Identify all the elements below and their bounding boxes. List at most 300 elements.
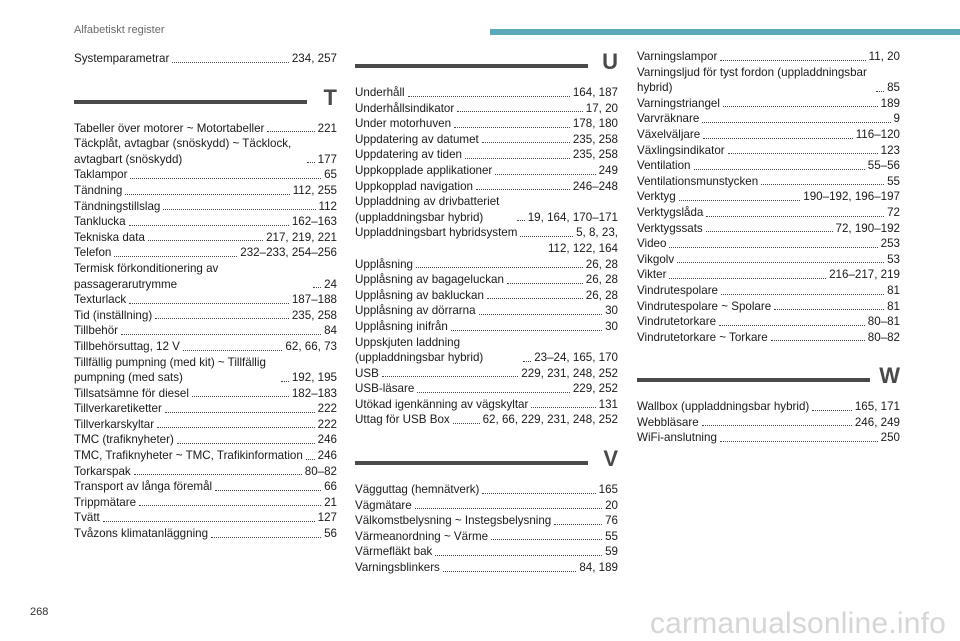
index-entry [355, 163, 618, 179]
entry-pages: 66 [324, 480, 337, 494]
dot-leader [157, 427, 315, 428]
index-entry [74, 245, 337, 261]
index-column-3 [637, 49, 900, 446]
index-entry-continuation [355, 241, 618, 257]
index-entry [637, 49, 900, 65]
dot-leader [382, 376, 518, 377]
entry-pages: 235, 258 [572, 132, 618, 146]
entry-label: Utökad igenkänning av vägskyltar [355, 397, 529, 411]
index-entry [355, 101, 618, 117]
index-entry [355, 513, 618, 529]
dot-leader [523, 361, 531, 362]
dot-leader [812, 410, 852, 411]
dot-leader [465, 158, 570, 159]
dot-leader [313, 287, 321, 288]
entry-pages: 164, 187 [572, 86, 618, 99]
entry-pages: 53 [887, 252, 900, 266]
entry-pages: 246 [317, 433, 337, 447]
dot-leader [694, 169, 865, 170]
index-entry [355, 482, 618, 498]
section-header-w [637, 363, 900, 399]
dot-leader [771, 340, 865, 341]
section-divider [637, 378, 870, 382]
entry-pages: 24 [324, 277, 337, 291]
dot-leader [876, 91, 884, 92]
index-entry [355, 288, 618, 304]
dot-leader [192, 396, 289, 397]
index-entry [637, 221, 900, 237]
index-entry [74, 510, 337, 526]
entry-label: Underhåll [355, 86, 405, 99]
dot-leader [774, 309, 884, 310]
entry-pages: 11, 20 [868, 50, 900, 63]
index-entry [355, 179, 618, 195]
entry-label: Varningslampor [637, 50, 718, 63]
entry-pages: 165, 171 [854, 400, 900, 414]
dot-leader [520, 236, 573, 237]
entry-pages: 253 [880, 237, 900, 251]
entry-label: Under motorhuven [355, 117, 452, 131]
index-entry [637, 174, 900, 190]
dot-leader [482, 493, 595, 494]
entry-label: Uppdatering av datumet [355, 132, 479, 146]
dot-leader [703, 138, 853, 139]
entry-label: Tändningstillslag [74, 199, 161, 213]
entry-label: Torkarspak [74, 464, 131, 478]
dot-leader [720, 60, 865, 61]
entry-label: USB-läsare [355, 382, 415, 396]
entry-pages: 229, 231, 248, 252 [521, 366, 618, 380]
index-entry [74, 464, 337, 480]
index-entry [637, 189, 900, 205]
dot-leader [130, 178, 321, 179]
entry-label: Texturlack [74, 293, 127, 307]
watermark-text: carmanualsonline.info [649, 607, 946, 640]
entry-pages: 30 [605, 319, 618, 333]
dot-leader [482, 142, 570, 143]
entry-pages: 178, 180 [572, 117, 618, 131]
index-entry [355, 319, 618, 335]
entry-pages: 81 [887, 299, 900, 313]
dot-leader [495, 174, 595, 175]
index-entry [637, 65, 900, 96]
dot-leader [702, 425, 852, 426]
entry-pages: 116–120 [855, 127, 900, 141]
entry-pages: 165 [598, 483, 618, 497]
dot-leader [679, 200, 801, 201]
entry-label: Varningsljud för tyst fordon (uppladdningsbar hybrid) [637, 65, 867, 95]
index-entry [74, 417, 337, 433]
entry-label: Uppkopplade applikationer [355, 163, 493, 177]
index-entry [637, 127, 900, 143]
entry-label: Video [637, 237, 667, 251]
index-entry [637, 283, 900, 299]
entry-pages: 17, 20 [585, 101, 618, 115]
entry-pages: 65 [324, 168, 337, 182]
entry-pages: 80–82 [304, 464, 337, 478]
dot-leader [267, 131, 314, 132]
entry-label: Tändning [74, 183, 123, 197]
entry-pages: 182–183 [291, 386, 337, 400]
dot-leader [148, 240, 263, 241]
index-entry [637, 252, 900, 268]
entry-label: TMC (trafiknyheter) [74, 433, 174, 447]
entry-pages: 72 [887, 205, 900, 219]
entry-pages: 112, 255 [292, 183, 337, 197]
entry-label: Växlingsindikator [637, 143, 725, 157]
entry-label: Vindrutetorkare [637, 315, 717, 329]
entry-pages: 192, 195 [291, 371, 337, 385]
dot-leader [479, 314, 603, 315]
index-entry [355, 498, 618, 514]
dot-leader [417, 392, 570, 393]
entry-label: Uppladdning av drivbatteriet (uppladdningsbar hybrid) [355, 195, 500, 224]
index-entry [637, 314, 900, 330]
entry-label: Tillbehör [74, 324, 119, 338]
index-entry [637, 205, 900, 221]
dot-leader [134, 474, 302, 475]
entry-label: Vikgolv [637, 252, 675, 266]
index-entry [74, 479, 337, 495]
entry-pages: 5, 8, 23, [576, 226, 618, 240]
entry-pages: 62, 66, 73 [285, 339, 337, 353]
dot-leader [129, 225, 289, 226]
index-entry [74, 199, 337, 215]
page-number: 268 [30, 606, 49, 618]
entry-label: TMC, Trafiknyheter ~ TMC, Trafikinformation [74, 449, 303, 463]
entry-pages: 187–188 [291, 293, 337, 307]
index-entry [637, 267, 900, 283]
entry-label: Vindrutetorkare ~ Torkare [637, 330, 768, 344]
entry-label: Värmeanordning ~ Värme [355, 529, 489, 543]
entry-label: Upplåsning av bakluckan [355, 288, 484, 302]
entry-pages: 216–217, 219 [829, 268, 900, 282]
section-letter: W [879, 363, 900, 389]
dot-leader [443, 571, 576, 572]
entry-pages: 162–163 [291, 215, 337, 229]
index-entry [355, 366, 618, 382]
section-header-u [355, 49, 618, 85]
entry-pages: 246–248 [572, 179, 618, 193]
entry-label: Uppdatering av tiden [355, 148, 462, 162]
entry-label: USB [355, 366, 379, 380]
dot-leader [706, 216, 884, 217]
dot-leader [728, 153, 878, 154]
dot-leader [531, 407, 595, 408]
entry-label: Uttag för USB Box [355, 413, 450, 427]
dot-leader [507, 283, 583, 284]
entry-pages: 84 [324, 324, 337, 338]
entry-label: Vägmätare [355, 498, 412, 512]
entry-label: Täckplåt, avtagbar (snöskydd) ~ Täcklock, avtagbart (snöskydd) [74, 137, 292, 166]
entry-label: Upplåsning av dörrarna [355, 304, 476, 318]
header-accent-bar [490, 29, 960, 35]
entry-pages: 131 [598, 397, 618, 411]
dot-leader [114, 256, 237, 257]
entry-pages: 26, 28 [585, 257, 618, 271]
entry-pages: 26, 28 [585, 288, 618, 302]
dot-leader [677, 262, 884, 263]
entry-label: Verktyg [637, 190, 676, 204]
index-entry [74, 261, 337, 292]
index-entry [355, 225, 618, 241]
dot-leader [517, 220, 525, 221]
entry-label: Tid (inställning) [74, 308, 153, 322]
entry-pages: 127 [317, 511, 337, 525]
index-entry [355, 560, 618, 576]
index-entry [74, 448, 337, 464]
entry-pages: 246 [317, 449, 337, 463]
entry-label: Uppkopplad navigation [355, 179, 473, 193]
entry-pages: 80–82 [867, 330, 900, 344]
dot-leader [155, 318, 289, 319]
entry-pages: 19, 164, 170–171 [527, 210, 618, 224]
dot-leader [457, 111, 583, 112]
entry-pages: 249 [598, 163, 618, 177]
dot-leader [172, 62, 289, 63]
index-entry [74, 167, 337, 183]
entry-pages: 30 [605, 304, 618, 318]
entry-pages: 217, 219, 221 [266, 230, 337, 244]
dot-leader [139, 505, 321, 506]
index-entry [355, 529, 618, 545]
entry-pages: 222 [317, 417, 337, 431]
index-entry [74, 292, 337, 308]
entry-label: Ventilationsmunstycken [637, 174, 759, 188]
index-entry [355, 147, 618, 163]
entry-label: Växelväljare [637, 127, 701, 141]
index-entry [74, 339, 337, 355]
section-divider [74, 100, 307, 104]
index-entry [74, 355, 337, 386]
index-entry [74, 230, 337, 246]
index-entry [74, 401, 337, 417]
entry-label: Verktygssats [637, 221, 703, 235]
entry-pages: 246, 249 [854, 415, 900, 429]
index-entry [355, 272, 618, 288]
index-entry [637, 299, 900, 315]
entry-pages: 23–24, 165, 170 [534, 351, 618, 365]
dot-leader [719, 325, 865, 326]
section-letter: T [323, 84, 337, 110]
entry-label: Termisk förkonditionering av passagerarutrymme [74, 261, 219, 291]
index-entry [355, 335, 618, 366]
entry-pages: 55–56 [867, 159, 900, 173]
dot-leader [408, 96, 570, 97]
dot-leader [720, 441, 878, 442]
index-entry [637, 430, 900, 446]
index-entry [355, 412, 618, 428]
index-entry [74, 183, 337, 199]
entry-label: Vindrutespolare ~ Spolare [637, 299, 772, 313]
dot-leader [211, 537, 321, 538]
entry-label: Ventilation [637, 159, 691, 173]
entry-label: Tanklucka [74, 215, 126, 229]
entry-label: Välkomstbelysning ~ Instegsbelysning [355, 514, 552, 528]
entry-label: Tillfällig pumpning (med kit) ~ Tillfällig pumpning (med sats) [74, 355, 266, 385]
dot-leader [103, 521, 315, 522]
index-entry [74, 323, 337, 339]
index-entry [637, 158, 900, 174]
entry-label: Varningsblinkers [355, 561, 440, 575]
entry-label: Telefon [74, 246, 112, 260]
entry-pages: 26, 28 [585, 273, 618, 287]
index-entry [74, 308, 337, 324]
entry-pages: 235, 258 [291, 308, 337, 322]
entry-pages: 222 [317, 402, 337, 416]
entry-pages: 9 [893, 112, 900, 126]
index-entry [355, 397, 618, 413]
entry-pages: 232–233, 254–256 [240, 246, 337, 260]
entry-pages-continued: 112, 122, 164 [547, 241, 618, 255]
entry-pages: 189 [880, 96, 900, 110]
entry-label: Upplåsning inifrån [355, 319, 448, 333]
index-entry [74, 121, 337, 137]
entry-pages: 235, 258 [572, 148, 618, 162]
entry-label: Vikter [637, 268, 667, 282]
entry-pages: 229, 252 [572, 382, 618, 396]
index-entry [637, 415, 900, 431]
entry-label: Vägguttag (hemnätverk) [355, 483, 480, 497]
dot-leader [129, 303, 289, 304]
dot-leader [183, 350, 283, 351]
entry-pages: 81 [887, 283, 900, 297]
entry-pages: 250 [880, 431, 900, 445]
dot-leader [307, 162, 315, 163]
entry-pages: 85 [887, 81, 900, 95]
dot-leader [554, 524, 602, 525]
dot-leader [487, 298, 583, 299]
dot-leader [669, 278, 826, 279]
dot-leader [723, 106, 878, 107]
dot-leader [306, 459, 315, 460]
entry-label: Värmefläkt bak [355, 545, 433, 559]
entry-label: Taklampor [74, 168, 128, 182]
entry-label: Transport av långa föremål [74, 480, 213, 494]
entry-pages: 123 [880, 143, 900, 157]
dot-leader [669, 247, 877, 248]
entry-label: Tvätt [74, 511, 100, 525]
entry-pages: 55 [887, 174, 900, 188]
index-entry [355, 132, 618, 148]
dot-leader [281, 381, 289, 382]
entry-label: Systemparametrar [74, 52, 170, 65]
entry-pages: 84, 189 [579, 561, 618, 575]
index-entry [74, 51, 337, 67]
index-entry [355, 381, 618, 397]
index-entry [74, 214, 337, 230]
entry-label: Varvräknare [637, 112, 700, 126]
entry-label: Tekniska data [74, 230, 145, 244]
entry-label: Wallbox (uppladdningsbar hybrid) [637, 400, 810, 414]
entry-pages: 59 [605, 545, 618, 559]
section-letter: V [603, 446, 618, 472]
dot-leader [702, 122, 890, 123]
entry-pages: 112 [318, 199, 337, 213]
dot-leader [761, 184, 884, 185]
dot-leader [476, 189, 570, 190]
entry-label: Varningstriangel [637, 96, 720, 110]
index-column-2 [355, 49, 618, 576]
entry-label: Verktygslåda [637, 205, 704, 219]
entry-pages: 20 [605, 498, 618, 512]
dot-leader [491, 539, 602, 540]
section-letter: U [602, 49, 618, 74]
index-entry [355, 85, 618, 101]
index-entry [74, 136, 337, 167]
index-entry [637, 111, 900, 127]
dot-leader [125, 194, 289, 195]
index-entry [637, 143, 900, 159]
index-column-1 [74, 51, 337, 542]
entry-label: Tvåzons klimatanläggning [74, 527, 209, 541]
entry-label: WiFi-anslutning [637, 431, 717, 445]
dot-leader [435, 555, 602, 556]
index-entry [74, 386, 337, 402]
index-entry [637, 399, 900, 415]
entry-pages: 80–81 [867, 315, 900, 329]
entry-pages: 56 [324, 527, 337, 541]
dot-leader [177, 443, 315, 444]
entry-label: Webbläsare [637, 415, 699, 429]
index-entry [637, 96, 900, 112]
entry-label: Uppskjuten laddning (uppladdningsbar hybrid) [355, 335, 484, 365]
section-divider [355, 64, 588, 68]
index-entry [355, 116, 618, 132]
entry-pages: 177 [317, 152, 337, 166]
index-entry [74, 495, 337, 511]
section-divider [355, 461, 588, 465]
entry-label: Tillverkarskyltar [74, 417, 155, 431]
index-entry [355, 544, 618, 560]
entry-label: Tabeller över motorer ~ Motortabeller [74, 121, 265, 135]
dot-leader [165, 412, 315, 413]
entry-pages: 21 [324, 495, 337, 509]
index-entry [355, 194, 618, 225]
dot-leader [451, 330, 602, 331]
section-header-t [74, 85, 337, 121]
index-entry [637, 330, 900, 346]
entry-label: Tillverkaretiketter [74, 402, 162, 416]
dot-leader [454, 127, 570, 128]
dot-leader [215, 490, 321, 491]
entry-label: Tillsatsämne för diesel [74, 386, 189, 400]
entry-label: Trippmätare [74, 495, 137, 509]
dot-leader [721, 294, 884, 295]
entry-pages: 76 [605, 514, 618, 528]
dot-leader [706, 231, 833, 232]
entry-label: Uppladdningsbart hybridsystem [355, 226, 518, 240]
entry-pages: 190–192, 196–197 [803, 190, 900, 204]
dot-leader [163, 209, 315, 210]
entry-label: Vindrutespolare [637, 283, 718, 297]
entry-pages: 72, 190–192 [835, 221, 900, 235]
entry-pages: 62, 66, 229, 231, 248, 252 [482, 413, 618, 427]
index-entry [74, 526, 337, 542]
entry-label: Underhållsindikator [355, 101, 455, 115]
entry-pages: 55 [605, 529, 618, 543]
dot-leader [416, 267, 583, 268]
entry-label: Upplåsning av bagageluckan [355, 273, 504, 287]
index-entry [355, 303, 618, 319]
index-entry [74, 432, 337, 448]
entry-pages: 221 [317, 121, 337, 135]
index-entry [637, 236, 900, 252]
entry-pages: 234, 257 [291, 52, 337, 65]
dot-leader [453, 423, 480, 424]
section-header-v [355, 446, 618, 482]
entry-label: Tillbehörsuttag, 12 V [74, 339, 180, 353]
